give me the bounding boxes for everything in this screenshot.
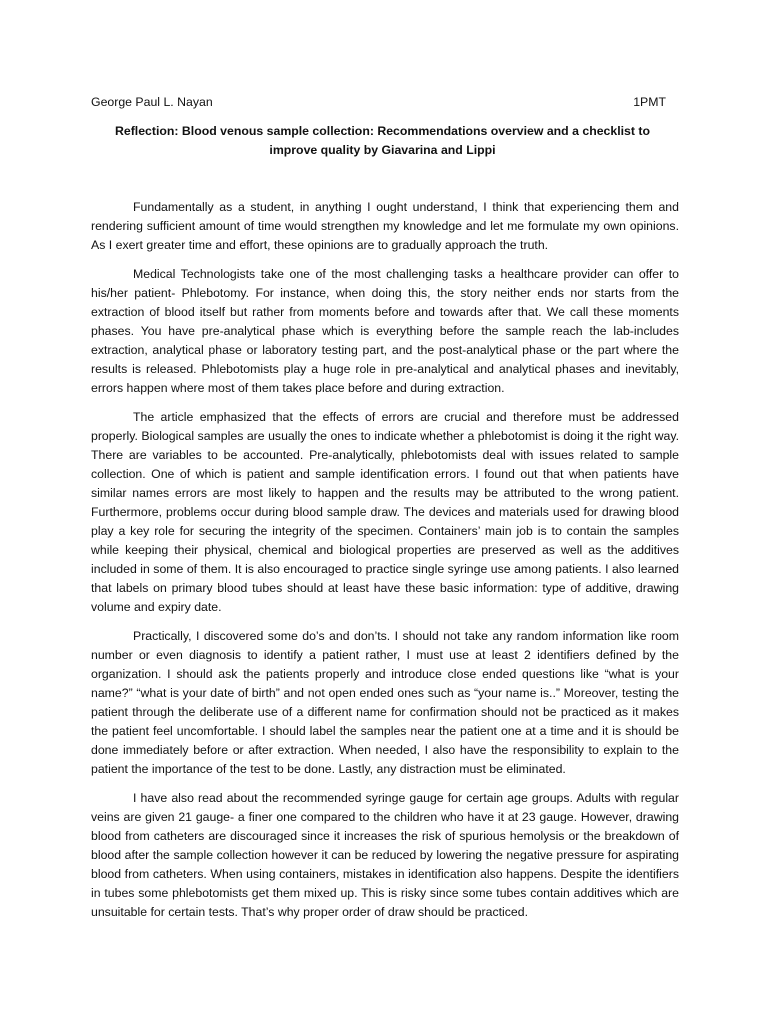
paragraph-2: Medical Technologists take one of the most challenging tasks a healthcare provider can offer to his/her patient- Phlebotomy. For instance, when doing this, the story neither ends nor starts from the extraction of blood itself but rather from moments before and towards after that. We call these moments phases. You have pre-analytical phase which is everything before the sample reach the lab-includes extraction, analytical phase or laboratory testing part, and the post-analytical phase or the part where the results is released. Phlebotomists play a huge role in pre-analytical and analytical phases and inevitably, errors happen where most of them takes place before and during extraction. bbox=[91, 267, 679, 395]
author-name: George Paul L. Nayan bbox=[91, 95, 213, 109]
paragraph-5: I have also read about the recommended syringe gauge for certain age groups. Adults with regular veins are given 21 gauge- a finer one compared to the children who have it at 23 gauge. However, drawing blood from catheters are discouraged since it increases the risk of spurious hemolysis or the breakdown of blood after the sample collection however it can be reduced by lowering the negative pressure for aspirating blood from catheters. When using containers, mistakes in identification also happens. Despite the identifiers in tubes some phlebotomists get them mixed up. This is risky since some tubes contain additives which are unsuitable for certain tests. That’s why proper order of draw should be practiced. bbox=[91, 791, 679, 919]
paragraph-3: The article emphasized that the effects of errors are crucial and therefore must be addressed properly. Biological samples are usually the ones to indicate whether a phlebotomist is doing it the right way. There are variables to be accounted. Pre-analytically, phlebotomists deal with issues related to sample collection. One of which is patient and sample identification errors. I found out that when patients have similar names errors are most likely to happen and the results may be attributed to the wrong patient. Furthermore, problems occur during blood sample draw. The devices and materials used for drawing blood play a key role for securing the integrity of the specimen. Containers’ main job is to contain the samples while keeping their physical, chemical and biological properties are preserved as well as the additives included in some of them. It is also encouraged to practice single syringe use among patients. I also learned that labels on primary blood tubes should at least have these basic information: type of additive, drawing volume and expiry date. bbox=[91, 410, 679, 614]
paragraph-1: Fundamentally as a student, in anything I ought understand, I think that experiencing them and rendering sufficient amount of time would strengthen my knowledge and let me formulate my own opinions. As I exert greater time and effort, these opinions are to gradually approach the truth. bbox=[91, 200, 679, 252]
course-code: 1PMT bbox=[633, 95, 666, 109]
document-header bbox=[91, 93, 666, 111]
document-title: Reflection: Blood venous sample collection: Recommendations overview and a checklist to improve quality by Giavarina and Lippi bbox=[114, 124, 651, 157]
paragraph-4: Practically, I discovered some do’s and don’ts. I should not take any random information like room number or even diagnosis to identify a patient rather, I must use at least 2 identifiers defined by the organization. I should ask the patients properly and introduce close ended questions like “what is your name?” “what is your date of birth” and not open ended ones such as “your name is..” Moreover, testing the patient through the deliberate use of a different name for confirmation should not be practiced as it makes the patient feel uncomfortable. I should label the samples near the patient one at a time and it is should be done immediately before or after extraction. When needed, I also have the responsibility to explain to the patient the importance of the test to be done. Lastly, any distraction must be eliminated. bbox=[91, 629, 679, 776]
document-body bbox=[91, 198, 679, 932]
